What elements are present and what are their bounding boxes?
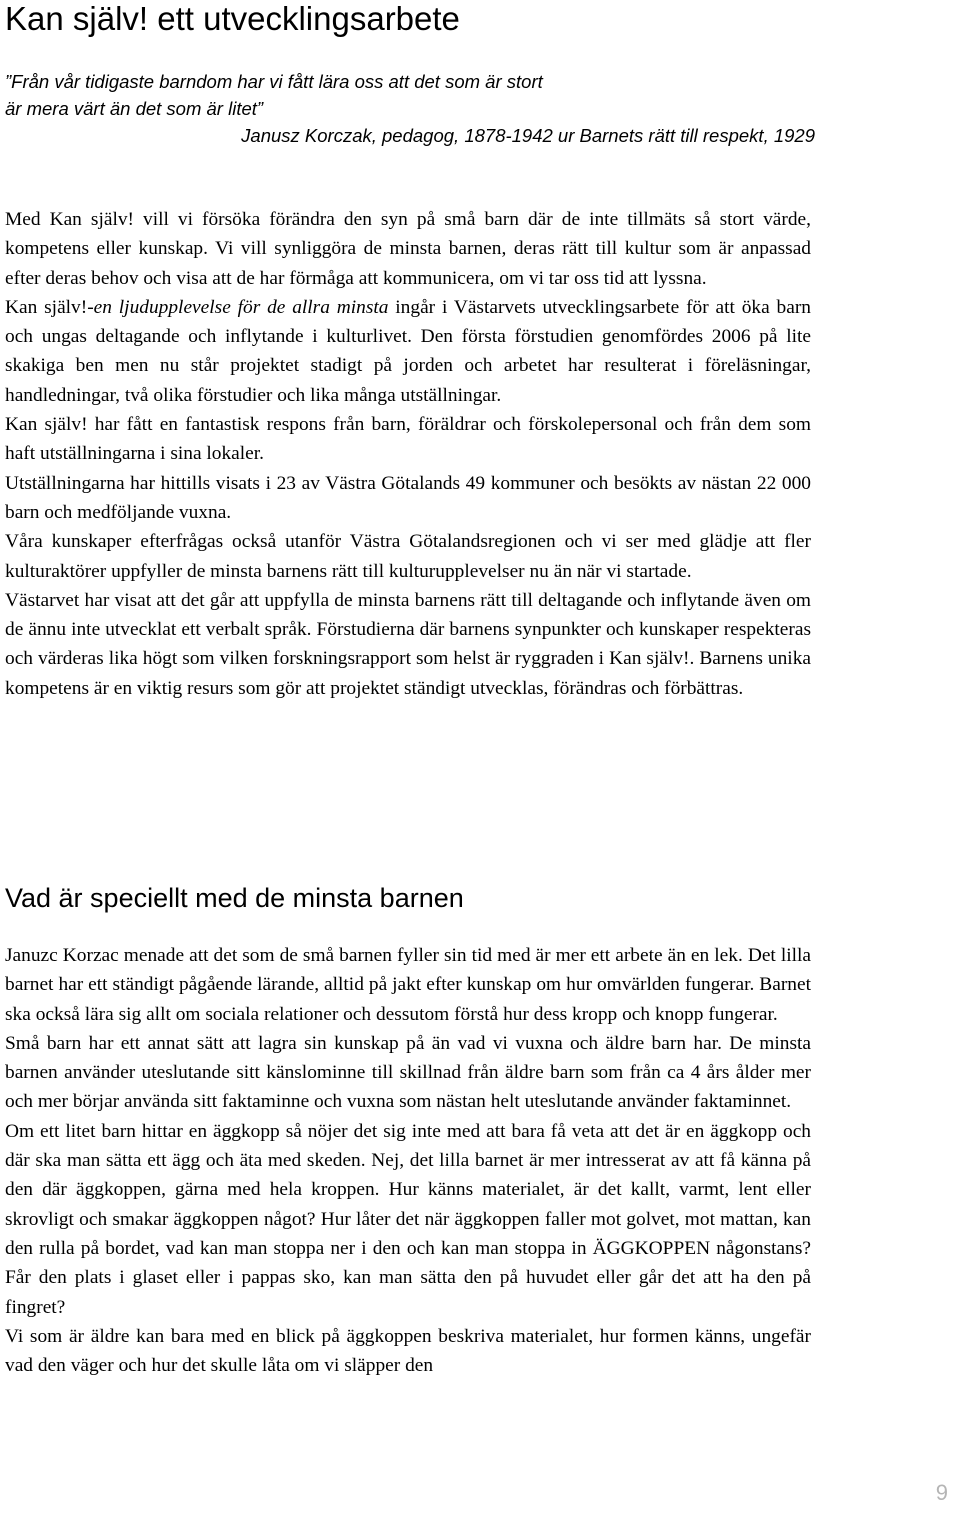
paragraph [5,293,811,410]
kan-sjalv-text: Kan själv!- [5,296,94,318]
quote-line-1: ”Från vår tidigaste barndom har vi fått lära oss att det som är stort [5,71,543,92]
paragraph: Vi som är äldre kan bara med en blick på äggkoppen beskriva materialet, hur formen känns, ungefär vad den väger och hur det skulle låta om vi släpper den [5,1325,811,1377]
paragraph: Utställningarna har hittills visats i 23 av Västra Götalands 49 kommuner och besökts av nästan 22 000 barn och medföljande vuxna. [5,472,811,523]
quote-line-2: är mera värt än det som är litet” [5,98,264,119]
paragraph: Januzc Korzac menade att det som de små barnen fyller sin tid med är mer ett arbete än en lek. Det lilla barnet har ett ständigt pågående lärande, alltid på jakt efter kunskap om hur omvärlden fungerar. Barnet ska också lära sig allt om sociala relationer och dessutom förstå hur dess kropp och knopp fungerar. [5,945,811,1025]
paragraph: Med Kan själv! vill vi försöka förändra den syn på små barn där de inte tillmäts så stort värde, kompetens eller kunskap. Vi vill synliggöra de minsta barnen, deras rätt till kultur som är anpassad efter deras behov och visa att de har förmåga att kommunicera, om vi tar oss tid att lyssna. [5,209,811,289]
page-title: Kan själv! ett utvecklingsarbete [5,0,460,37]
paragraph: Små barn har ett annat sätt att lagra sin kunskap på än vad vi vuxna och äldre barn har. De minsta barnen använder uteslutande sitt känslominne till skillnad från äldre barn som från ca 4 års ålder mer och mer börjar använda sitt faktaminne och vuxna som nästan helt uteslutande använder faktaminnet. [5,1032,811,1113]
paragraph: Kan själv! har fått en fantastisk respons från barn, föräldrar och förskolepersonal och från dem som haft utställningarna i sina lokaler. [5,414,811,465]
section-1-body [5,205,811,703]
quote-attribution: Janusz Korczak, pedagog, 1878-1942 ur Barnets rätt till respekt, 1929 [241,125,815,146]
paragraph: Västarvet har visat att det går att uppfylla de minsta barnens rätt till deltagande och inflytande även om de ännu inte utvecklat ett verbalt språk. Förstudierna där barnens synpunkter och kunskaper respekteras och värderas lika högt som vilken forskningsrapport som helst är ryggraden i Kan själv!. Barnens unika kompetens är en viktig resurs som gör att projektet ständigt utvecklas, förändras och förbättras. [5,589,811,699]
section-heading: Vad är speciellt med de minsta barnen [5,883,464,913]
page-number: 9 [935,1480,948,1505]
paragraph-rest: ingår i Västarvets utvecklingsarbete för att öka barn och ungas deltagande och inflytande i kulturlivet. Den första förstudien genomfördes 2006 på lite skakiga ben men nu står projektet stadigt på jorden och arbetet har resulterat i föreläsningar, handledningar, två olika förstudier och lika många utställningar. [5,296,811,406]
paragraph: Våra kunskaper efterfrågas också utanför Västra Götalandsregionen och vi ser med glädje att fler kulturaktörer uppfyller de minsta barnens rätt till kulturupplevelser nu än när vi startade. [5,531,811,582]
epigraph-quote [5,68,815,149]
section-2-body [5,941,811,1380]
paragraph: Om ett litet barn hittar en äggkopp så nöjer det sig inte med att bara få veta att det är en äggkopp och där ska man sätta ett ägg och äta med skeden. Nej, det lilla barnet är mer intresserat av att få känna på den där äggkoppen, gärna med hela kroppen. Hur känns materialet, är det kallt, varmt, lent eller skrovligt och smakar äggkoppen något? Hur låter det när äggkoppen faller mot golvet, mot mattan, kan den rulla på bordet, vad kan man stoppa ner i den och kan man stoppa in ÄGGKOPPEN någonstans? Får den plats i glaset eller i pappas sko, kan man sätta den på huvudet eller går det att ha den på fingret? [5,1120,811,1318]
italic-phrase: en ljudupplevelse för de allra minsta [93,296,389,318]
